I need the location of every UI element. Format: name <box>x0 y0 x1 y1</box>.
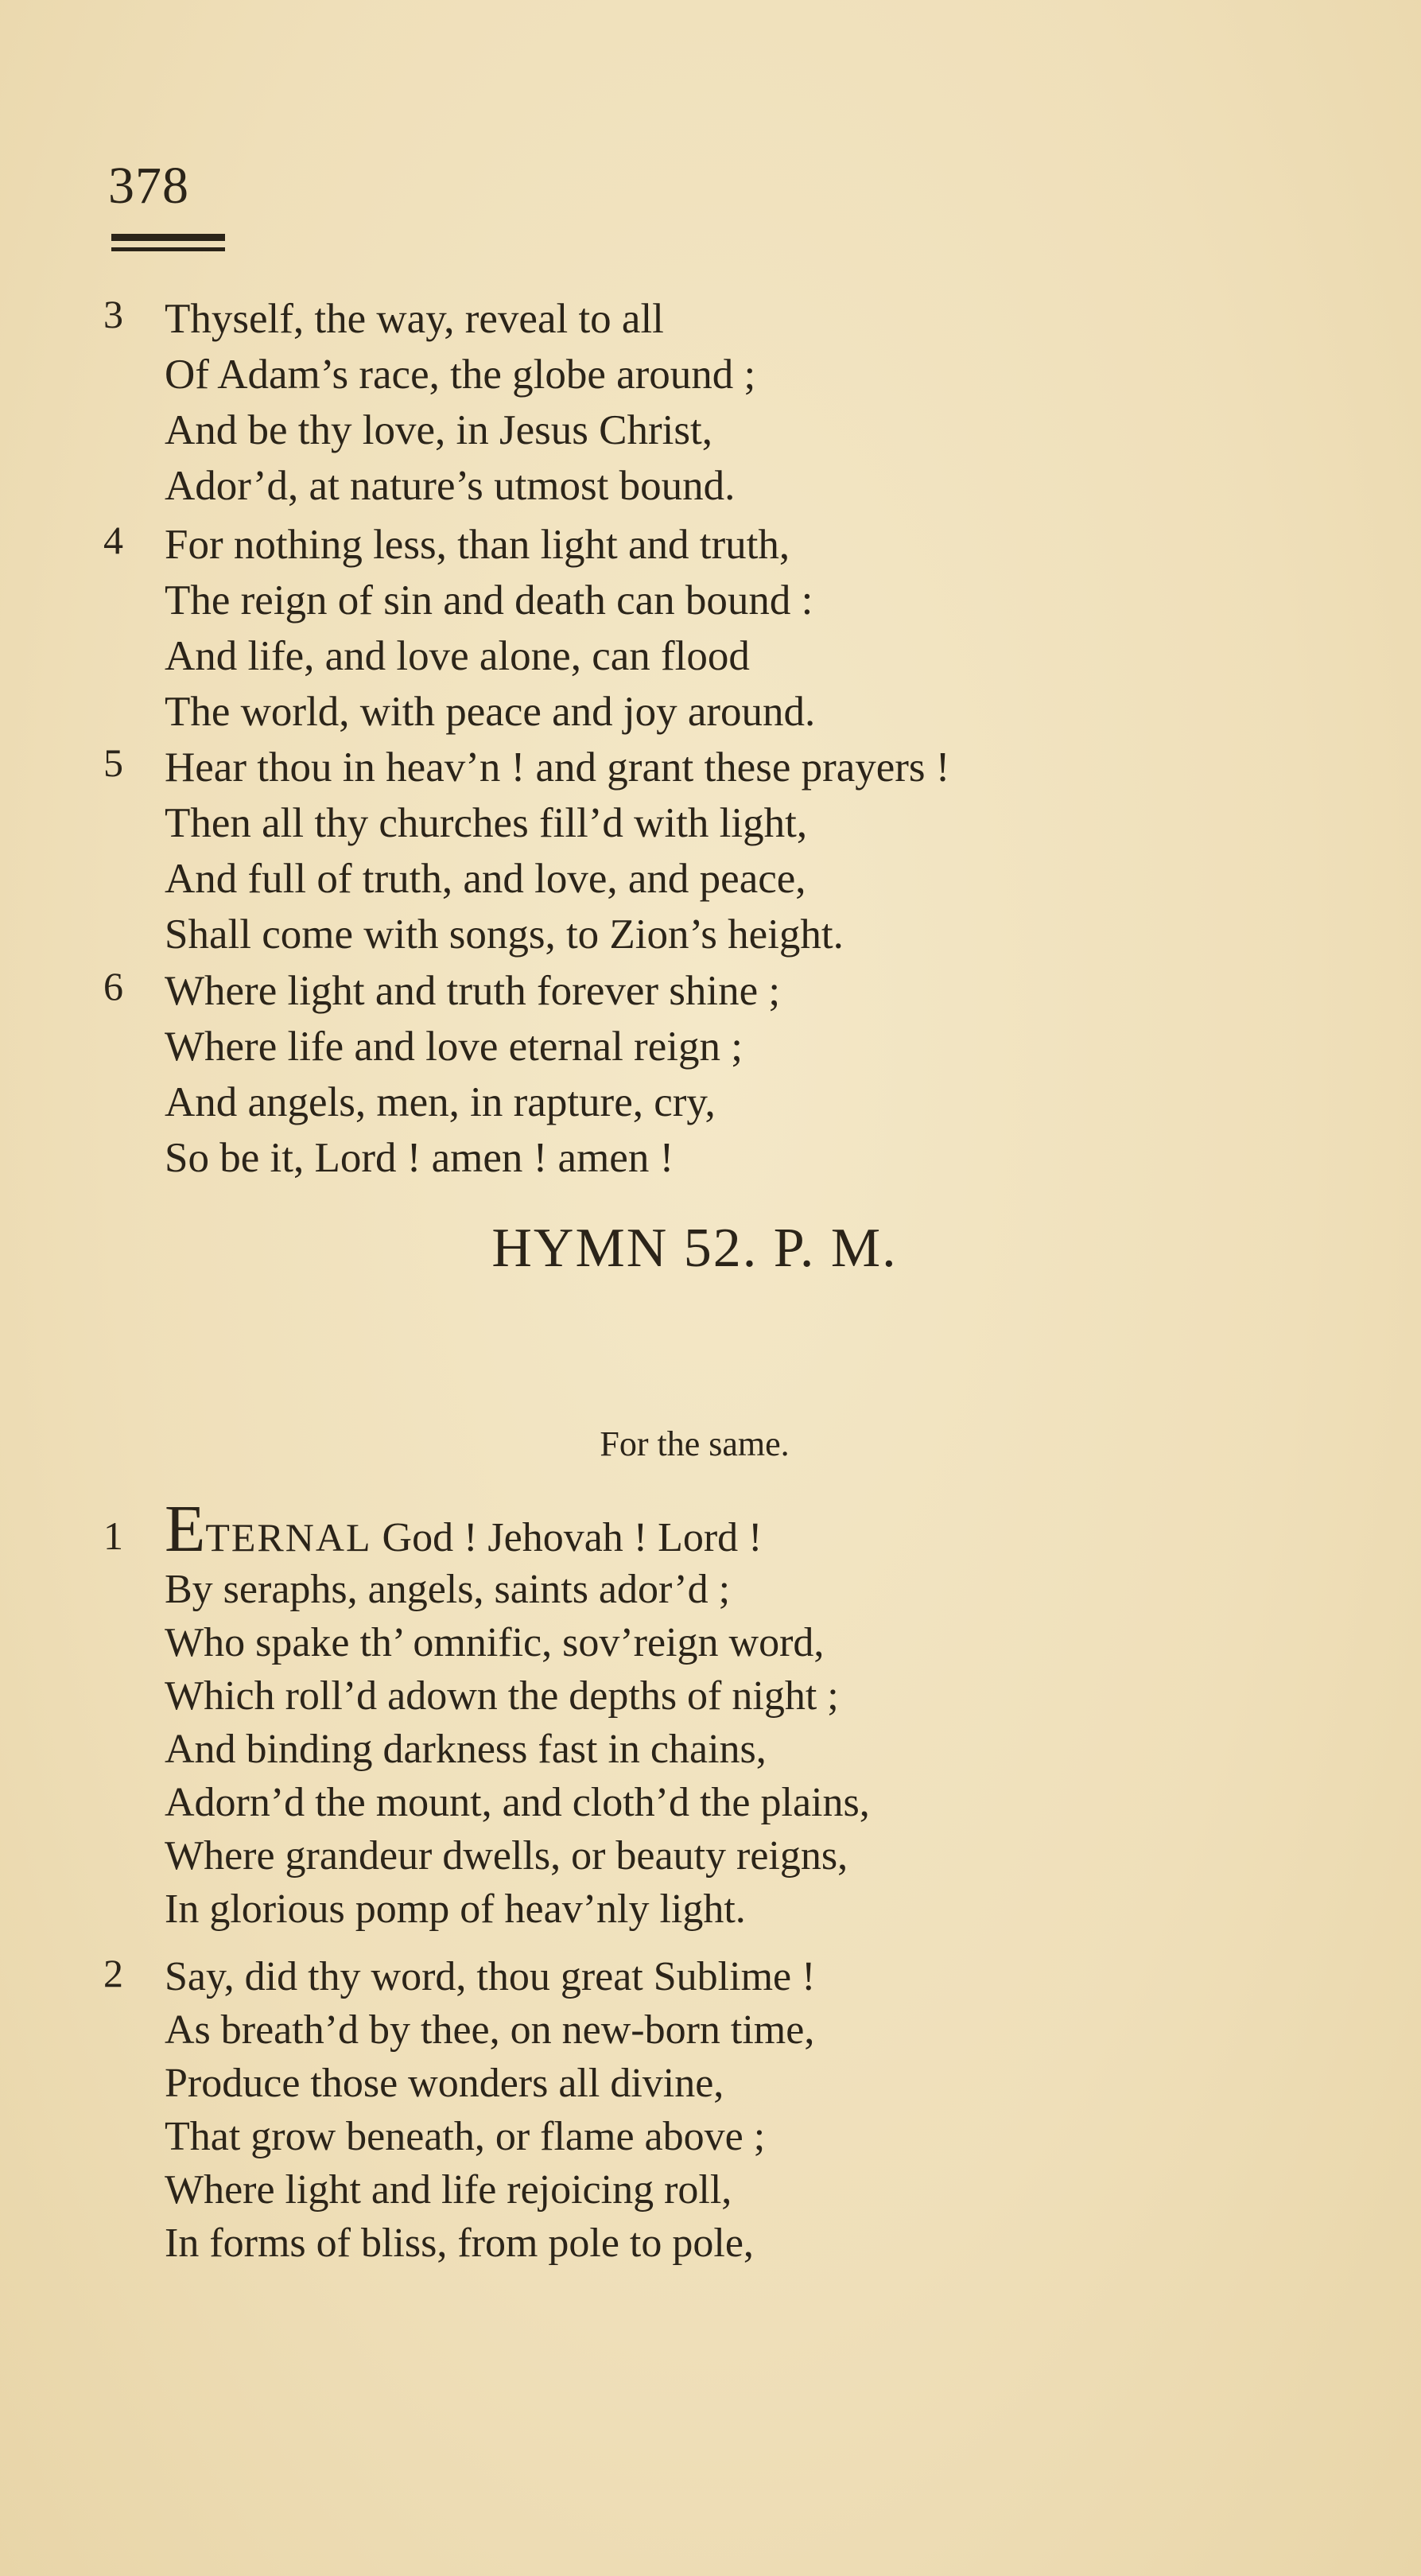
header-rule <box>111 247 225 251</box>
verse-line: Who spake th’ omnific, sov’reign word, <box>165 1620 825 1665</box>
verse-line: Where light and truth forever shine ; <box>165 968 781 1014</box>
verse-line: Where grandeur dwells, or beauty reigns, <box>165 1833 848 1879</box>
stanza <box>103 517 815 740</box>
verse-line: And angels, men, in rapture, cry, <box>165 1079 716 1125</box>
verse-line: Then all thy churches fill’d with light, <box>165 800 808 846</box>
stanza-number: 4 <box>103 518 123 562</box>
verse-line: And binding darkness fast in chains, <box>165 1727 767 1772</box>
stanza <box>103 963 780 1186</box>
verse-line: Shall come with songs, to Zion’s height. <box>165 911 844 958</box>
verse-line: The reign of sin and death can bound : <box>165 577 813 624</box>
verse-line: Hear thou in heav’n ! and grant these prayers ! <box>165 744 950 791</box>
stanza <box>103 291 755 514</box>
stanza-number: 6 <box>103 964 123 1008</box>
verse-line: In glorious pomp of heav’nly light. <box>165 1886 746 1932</box>
verse-line: In forms of bliss, from pole to pole, <box>165 2220 754 2266</box>
verse-line: Where life and love eternal reign ; <box>165 1024 743 1070</box>
hymn-title: HYMN 52. P. M. <box>491 1218 898 1279</box>
stanza <box>103 1492 870 1936</box>
verse-line: Where light and life rejoicing roll, <box>165 2167 732 2213</box>
verse-line: And be thy love, in Jesus Christ, <box>165 407 712 453</box>
verse-line: Thyself, the way, reveal to all <box>165 296 664 342</box>
stanza <box>103 1950 815 2270</box>
stanza-number: 3 <box>103 292 123 336</box>
verse-line: Which roll’d adown the depths of night ; <box>165 1673 839 1719</box>
page-number: 378 <box>108 157 189 215</box>
verse-line: So be it, Lord ! amen ! amen ! <box>165 1135 674 1181</box>
stanza-number: 2 <box>103 1951 123 1995</box>
verse-line: By seraphs, angels, saints ador’d ; <box>165 1567 731 1612</box>
verse-line: Ador’d, at nature’s utmost bound. <box>165 463 736 509</box>
verse-line: As breath’d by thee, on new-born time, <box>165 2007 815 2053</box>
drop-cap: E <box>165 1492 206 1566</box>
verse-line: That grow beneath, or flame above ; <box>165 2114 766 2159</box>
hymn-subtitle: For the same. <box>600 1424 790 1463</box>
stanza-number: 1 <box>103 1513 123 1558</box>
verse-line: And life, and love alone, can flood <box>165 633 750 679</box>
verse-line: The world, with peace and joy around. <box>165 689 816 735</box>
verse-line: Produce those wonders all divine, <box>165 2061 724 2106</box>
stanza-number: 5 <box>103 740 123 785</box>
header-rule <box>111 234 225 241</box>
stanza <box>103 740 949 962</box>
verse-line: Of Adam’s race, the globe around ; <box>165 352 756 398</box>
verse-line: For nothing less, than light and truth, <box>165 522 790 568</box>
first-line-rest: God ! Jehovah ! Lord ! <box>371 1515 763 1560</box>
verse-line: Adorn’d the mount, and cloth’d the plains, <box>165 1780 870 1825</box>
verse-line: And full of truth, and love, and peace, <box>165 856 806 902</box>
verse-line: Say, did thy word, thou great Sublime ! <box>165 1954 816 1999</box>
verse-line <box>103 1492 870 1566</box>
first-word: TERNAL <box>205 1515 372 1560</box>
